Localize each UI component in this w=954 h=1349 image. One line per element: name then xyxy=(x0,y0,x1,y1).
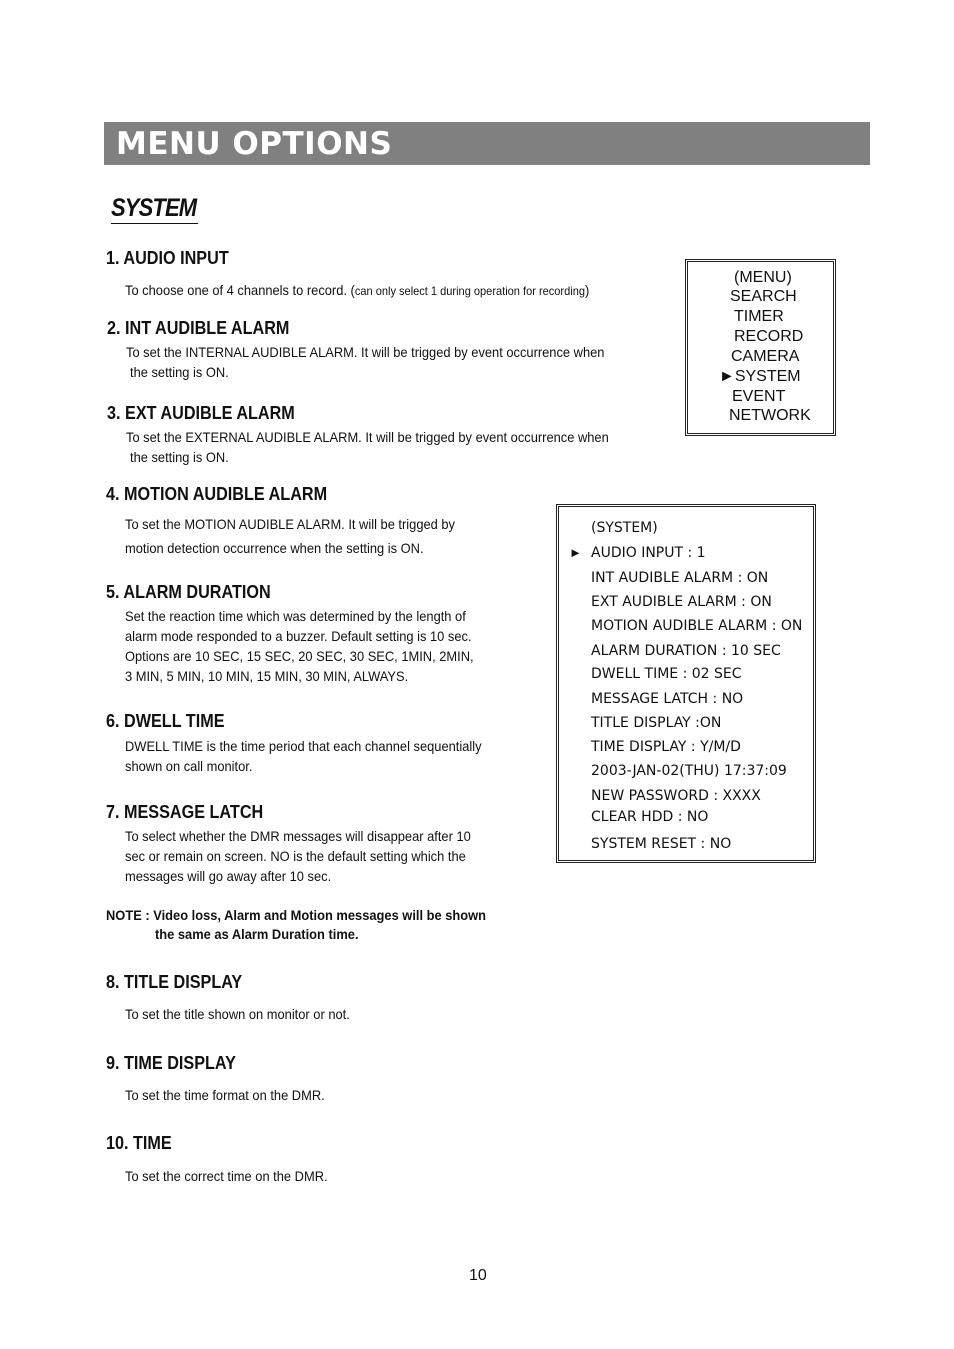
system-line-clear-hdd: CLEAR HDD : NO xyxy=(591,809,709,825)
text-message-latch-2: sec or remain on screen. NO is the default setting which the xyxy=(125,848,466,864)
system-line-system-reset: SYSTEM RESET : NO xyxy=(591,836,732,852)
menu-line-timer: TIMER xyxy=(734,308,784,325)
note-line-1: NOTE : Video loss, Alarm and Motion messages will be shown xyxy=(106,907,487,923)
heading-alarm-duration: 5. ALARM DURATION xyxy=(106,582,271,602)
menu-line-system-selected: ►SYSTEM xyxy=(719,368,801,385)
text-audio-input: To choose one of 4 channels to record. (can only select 1 during operation for recording) xyxy=(125,282,590,298)
menu-line-search: SEARCH xyxy=(730,288,797,305)
heading-ext-audible-alarm: 3. EXT AUDIBLE ALARM xyxy=(107,403,295,423)
menu-line-event: EVENT xyxy=(732,388,786,405)
text-ext-audible-alarm-1: To set the EXTERNAL AUDIBLE ALARM. It will be trigged by event occurrence when xyxy=(126,429,609,445)
system-line-title-display: TITLE DISPLAY :ON xyxy=(591,715,722,731)
heading-motion-audible-alarm: 4. MOTION AUDIBLE ALARM xyxy=(106,484,328,504)
system-line-ext-audible: EXT AUDIBLE ALARM : ON xyxy=(591,594,772,610)
system-menu-box xyxy=(556,504,816,863)
menu-line-camera: CAMERA xyxy=(731,348,800,365)
text-dwell-time-1: DWELL TIME is the time period that each channel sequentially xyxy=(125,738,482,754)
text-message-latch-1: To select whether the DMR messages will disappear after 10 xyxy=(125,828,471,844)
system-line-title: (SYSTEM) xyxy=(591,520,658,536)
text-alarm-duration-3: Options are 10 SEC, 15 SEC, 20 SEC, 30 SEC, 1MIN, 2MIN, xyxy=(125,648,474,664)
heading-title-display: 8. TITLE DISPLAY xyxy=(106,972,243,992)
text-int-audible-alarm-1: To set the INTERNAL AUDIBLE ALARM. It will be trigged by event occurrence when xyxy=(126,344,605,360)
system-line-time-display: TIME DISPLAY : Y/M/D xyxy=(591,739,741,755)
heading-int-audible-alarm: 2. INT AUDIBLE ALARM xyxy=(107,318,290,338)
heading-time: 10. TIME xyxy=(106,1133,172,1153)
system-line-message-latch: MESSAGE LATCH : NO xyxy=(591,691,744,707)
text-time: To set the correct time on the DMR. xyxy=(125,1168,328,1184)
text-dwell-time-2: shown on call monitor. xyxy=(125,758,253,774)
text-title-display: To set the title shown on monitor or not. xyxy=(125,1006,350,1022)
system-line-datetime: 2003-JAN-02(THU) 17:37:09 xyxy=(591,763,787,779)
system-line-dwell-time: DWELL TIME : 02 SEC xyxy=(591,666,742,682)
selection-arrow-icon: ► xyxy=(569,545,582,560)
system-line-alarm-duration: ALARM DURATION : 10 SEC xyxy=(591,643,781,659)
system-line-motion-audible: MOTION AUDIBLE ALARM : ON xyxy=(591,618,803,634)
system-line-audio-input: AUDIO INPUT : 1 xyxy=(591,545,706,561)
heading-audio-input: 1. AUDIO INPUT xyxy=(106,248,229,268)
section-title: SYSTEM xyxy=(111,194,197,222)
note-line-2: the same as Alarm Duration time. xyxy=(155,926,359,942)
main-menu-box xyxy=(685,259,836,436)
text-alarm-duration-1: Set the reaction time which was determined by the length of xyxy=(125,608,466,624)
text-motion-audible-alarm-1: To set the MOTION AUDIBLE ALARM. It will be trigged by xyxy=(125,516,456,532)
heading-time-display: 9. TIME DISPLAY xyxy=(106,1053,236,1073)
heading-message-latch: 7. MESSAGE LATCH xyxy=(106,802,264,822)
page-number: 10 xyxy=(469,1267,487,1284)
heading-dwell-time: 6. DWELL TIME xyxy=(106,711,225,731)
text-int-audible-alarm-2: the setting is ON. xyxy=(130,364,229,380)
title-banner xyxy=(104,122,870,165)
menu-line-title: (MENU) xyxy=(734,269,792,286)
text-alarm-duration-4: 3 MIN, 5 MIN, 10 MIN, 15 MIN, 30 MIN, ALWAYS. xyxy=(125,668,409,684)
menu-line-network: NETWORK xyxy=(729,407,811,424)
text-time-display: To set the time format on the DMR. xyxy=(125,1087,325,1103)
page-title: MENU OPTIONS xyxy=(116,126,393,162)
menu-line-record: RECORD xyxy=(734,328,804,345)
text-motion-audible-alarm-2: motion detection occurrence when the setting is ON. xyxy=(125,540,424,556)
text-alarm-duration-2: alarm mode responded to a buzzer. Default setting is 10 sec. xyxy=(125,628,472,644)
system-line-new-password: NEW PASSWORD : XXXX xyxy=(591,788,761,804)
text-ext-audible-alarm-2: the setting is ON. xyxy=(130,449,229,465)
system-line-int-audible: INT AUDIBLE ALARM : ON xyxy=(591,570,769,586)
text-message-latch-3: messages will go away after 10 sec. xyxy=(125,868,332,884)
